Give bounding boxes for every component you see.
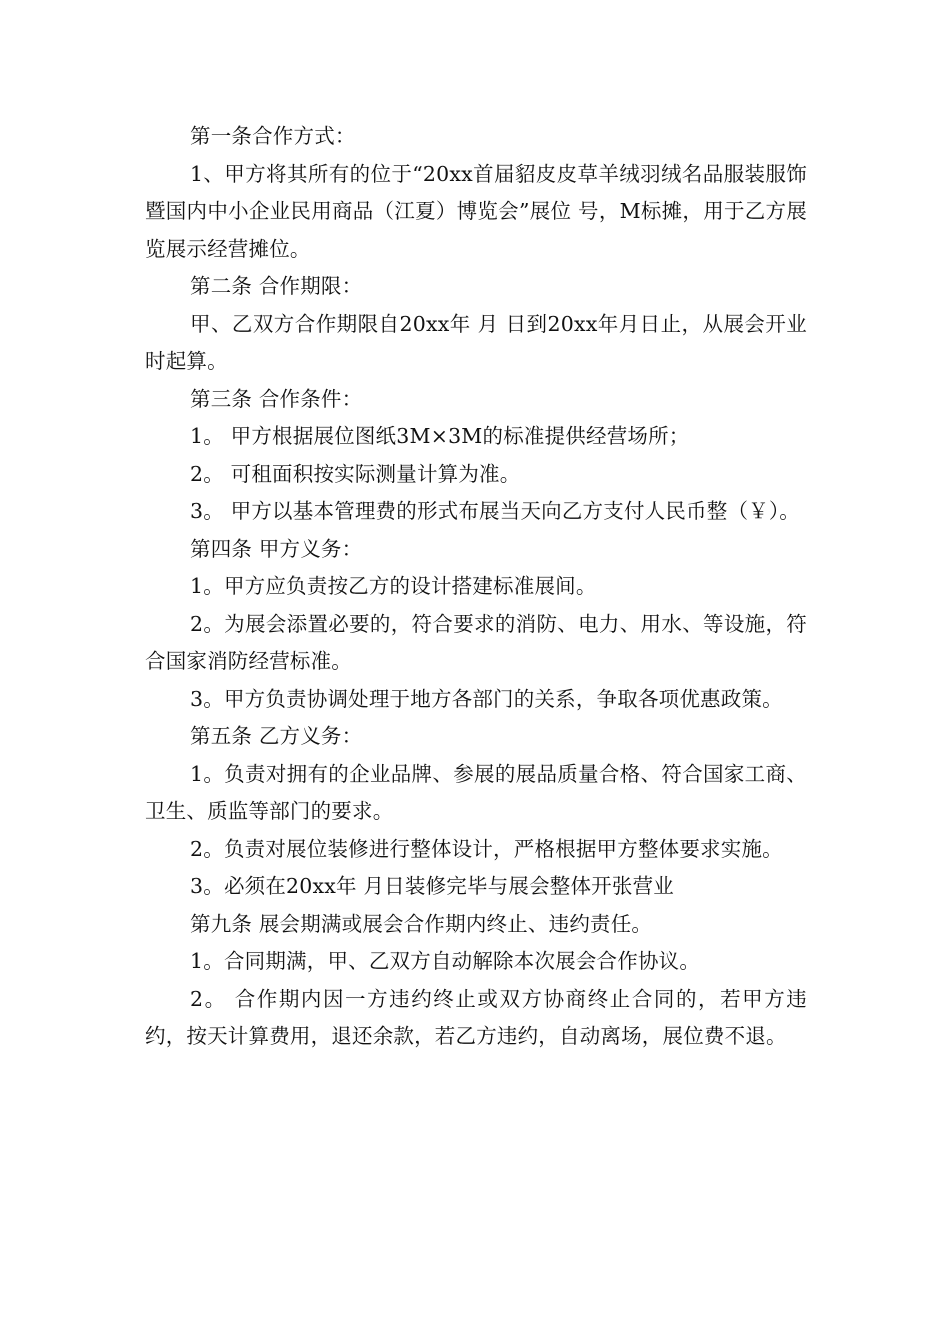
article-3-clause-1: 1。 甲方根据展位图纸3M×3M的标准提供经营场所； [190,424,690,448]
document-body [145,118,807,1056]
article-5-clause-3: 3。必须在20xx年 月日装修完毕与展会整体开张营业 [190,874,674,898]
article-1-heading: 第一条合作方式： [190,124,356,148]
article-4-heading: 第四条 甲方义务： [190,536,363,561]
article-9-clause-1: 1。合同期满，甲、乙双方自动解除本次展会合作协议。 [190,949,701,973]
article-9-heading: 第九条 展会期满或展会合作期内终止、违约责任。 [190,911,653,936]
article-9-clause-2: 2。 合作期内因一方违约终止或双方协商终止合同的，若甲方违约，按天计算费用，退还余款，若乙方违约，自动离场，展位费不退。 [145,986,807,1048]
article-4-clause-1: 1。甲方应负责按乙方的设计搭建标准展间。 [190,574,597,598]
article-5-clause-1: 1。负责对拥有的企业品牌、参展的展品质量合格、符合国家工商、卫生、质监等部门的要求。 [145,761,807,823]
article-2-clause: 甲、乙双方合作期限自20xx年 月 日到20xx年月日止，从展会开业时起算。 [145,311,807,373]
article-5-heading: 第五条 乙方义务： [190,724,363,748]
article-2-heading: 第二条 合作期限： [190,274,363,298]
article-4-clause-3: 3。甲方负责协调处理于地方各部门的关系，争取各项优惠政策。 [190,686,783,711]
article-1-clause-1: 1、甲方将其所有的位于“20xx首届貂皮皮草羊绒羽绒名品服装服饰暨国内中小企业民用商品（江夏）博览会”展位 号，M标摊，用于乙方展览展示经营摊位。 [145,161,807,261]
article-5-clause-2: 2。负责对展位装修进行整体设计，严格根据甲方整体要求实施。 [190,836,783,861]
article-3-clause-2: 2。 可租面积按实际测量计算为准。 [190,461,521,486]
article-4-clause-2: 2。为展会添置必要的，符合要求的消防、电力、用水、等设施，符合国家消防经营标准。 [145,611,807,673]
article-3-clause-3: 3。 甲方以基本管理费的形式布展当天向乙方支付人民币整（￥）。 [190,499,801,523]
article-3-heading: 第三条 合作条件： [190,386,363,411]
